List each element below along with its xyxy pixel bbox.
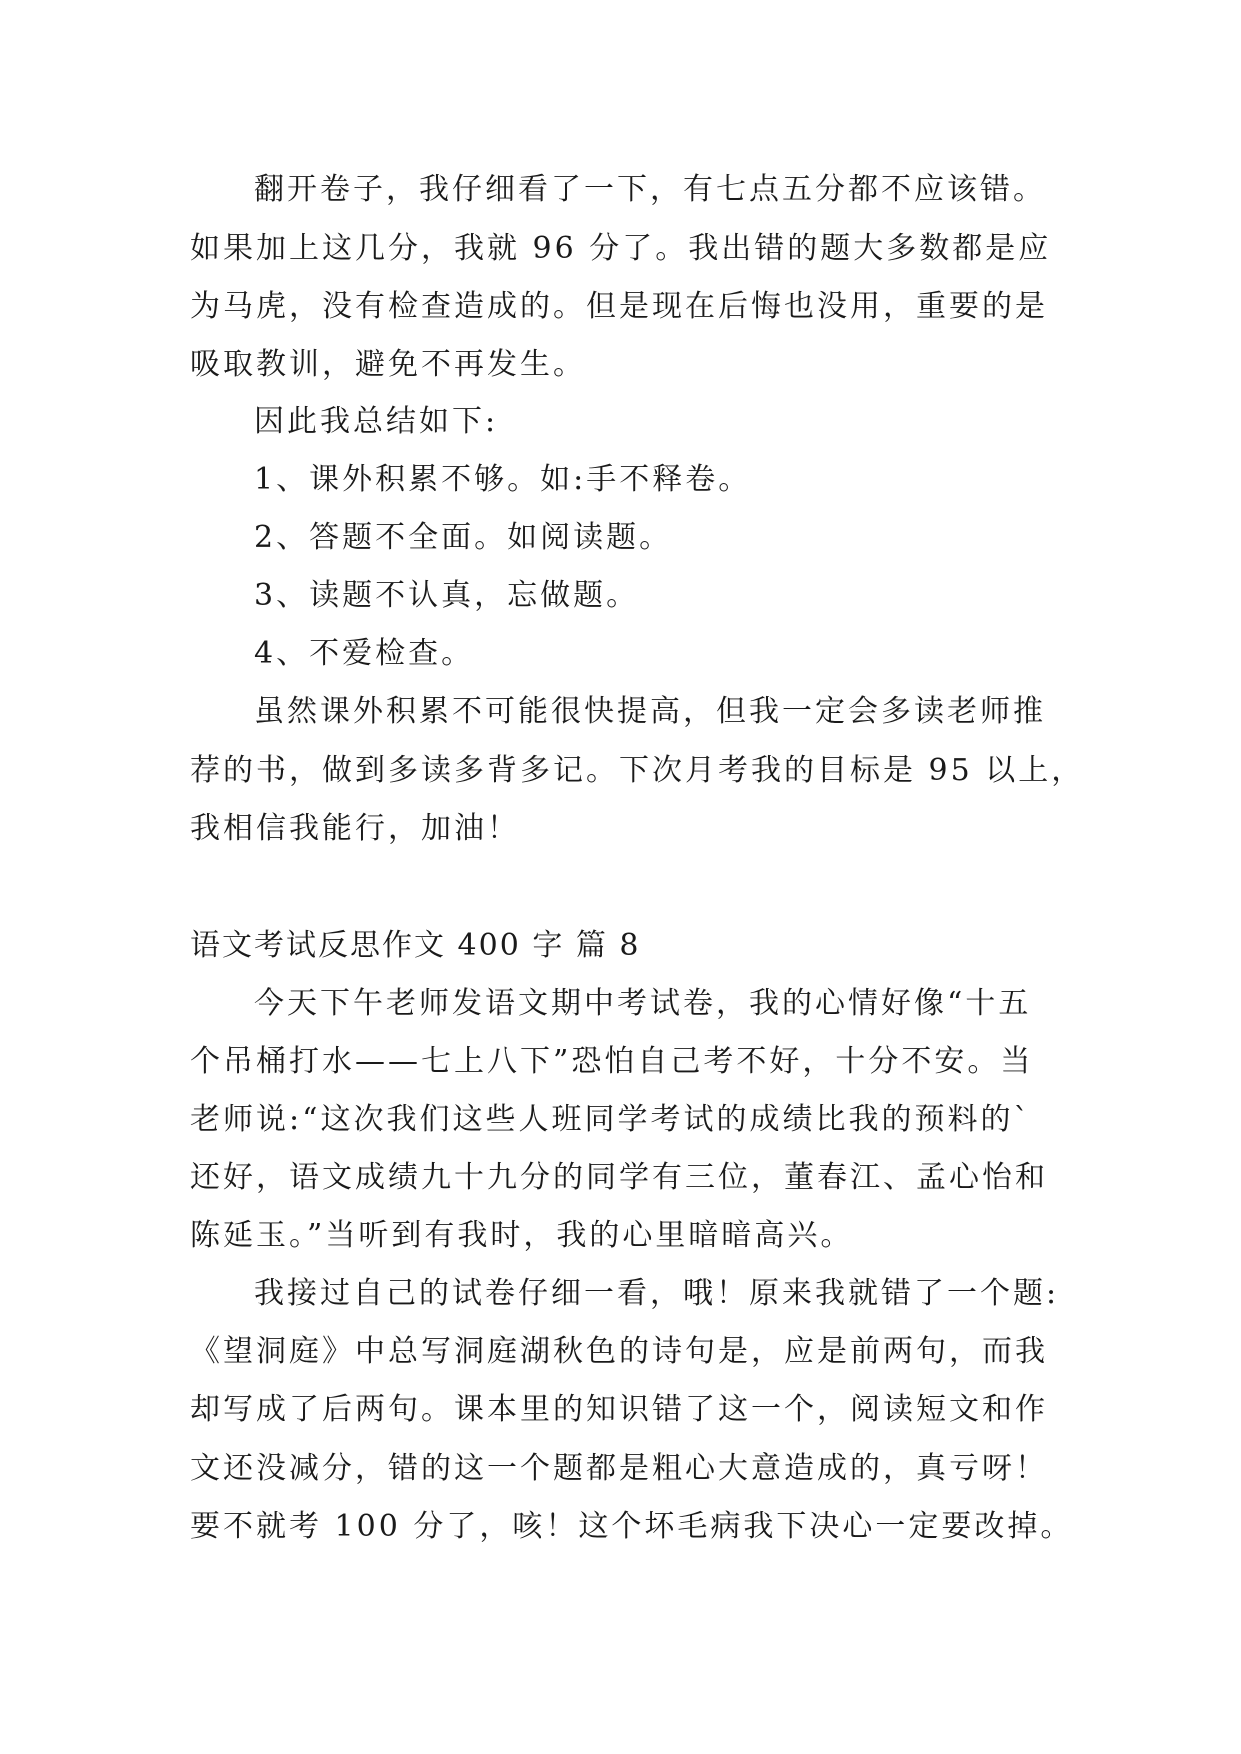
paragraph-4-line-3: 却写成了后两句。课本里的知识错了这一个，阅读短文和作: [190, 1392, 1048, 1427]
paragraph-4-line-4: 文还没减分，错的这一个题都是粗心大意造成的，真亏呀！: [190, 1451, 1048, 1486]
summary-item-1: 1、课外积累不够。如:手不释卷。: [254, 462, 752, 497]
paragraph-3-line-3: 老师说:“这次我们这些人班同学考试的成绩比我的预料的`: [190, 1102, 1032, 1137]
paragraph-4-line-5: 要不就考 100 分了，咳！这个坏毛病我下决心一定要改掉。: [190, 1509, 1074, 1544]
paragraph-3-line-2: 个吊桶打水——七上八下”恐怕自己考不好，十分不安。当: [190, 1044, 1034, 1079]
paragraph-1-line-1: 翻开卷子，我仔细看了一下，有七点五分都不应该错。: [254, 172, 1046, 207]
paragraph-1-line-4: 吸取教训，避免不再发生。: [190, 347, 586, 382]
paragraph-1-line-3: 为马虎，没有检查造成的。但是现在后悔也没用，重要的是: [190, 289, 1048, 324]
essay-title: 语文考试反思作文 400 字 篇 8: [190, 928, 641, 963]
paragraph-1-line-2: 如果加上这几分，我就 96 分了。我出错的题大多数都是应: [190, 231, 1052, 266]
paragraph-2-line-2: 荐的书，做到多读多背多记。下次月考我的目标是 95 以上，: [190, 753, 1085, 788]
summary-item-2: 2、答题不全面。如阅读题。: [254, 520, 673, 555]
paragraph-3-line-5: 陈延玉。”当听到有我时，我的心里暗暗高兴。: [190, 1218, 854, 1253]
paragraph-2-line-1: 虽然课外积累不可能很快提高，但我一定会多读老师推: [254, 694, 1046, 729]
paragraph-4-line-2: 《望洞庭》中总写洞庭湖秋色的诗句是，应是前两句，而我: [190, 1334, 1048, 1369]
paragraph-2-line-3: 我相信我能行，加油！: [190, 811, 520, 846]
summary-intro: 因此我总结如下:: [254, 404, 499, 439]
summary-item-3: 3、读题不认真，忘做题。: [254, 578, 640, 613]
paragraph-4-line-1: 我接过自己的试卷仔细一看，哦！原来我就错了一个题:: [254, 1276, 1060, 1311]
paragraph-3-line-4: 还好，语文成绩九十九分的同学有三位，董春江、孟心怡和: [190, 1160, 1048, 1195]
paragraph-3-line-1: 今天下午老师发语文期中考试卷，我的心情好像“十五: [254, 986, 1032, 1021]
summary-item-4: 4、不爱检查。: [254, 636, 475, 671]
